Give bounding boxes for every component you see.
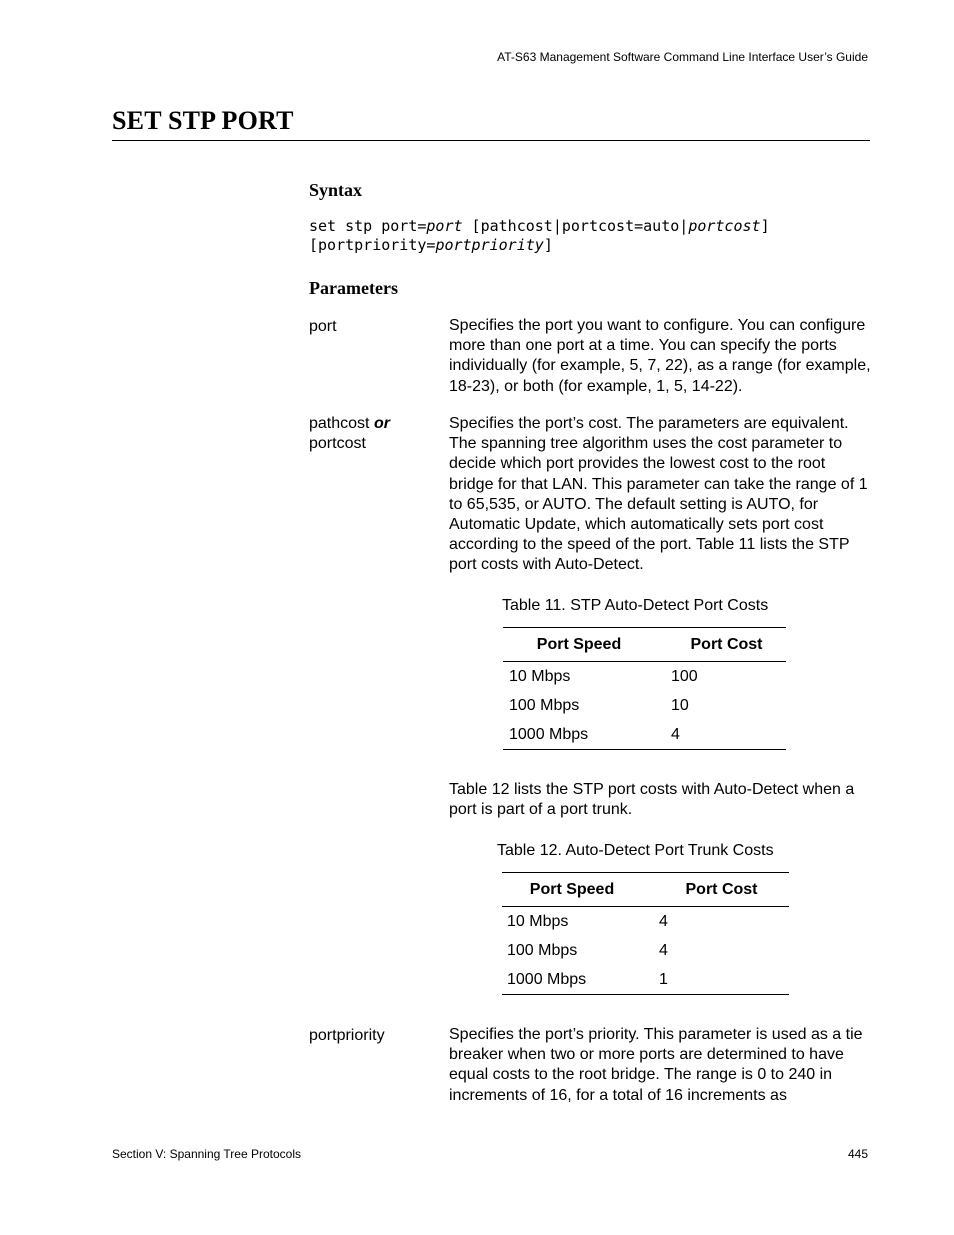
param-name-pathcost xyxy=(309,414,390,454)
footer-section: Section V: Spanning Tree Protocols xyxy=(112,1147,301,1161)
param-desc-portpriority: Specifies the port’s priority. This parameter is used as a tie breaker when two or more ports are determined to have equal costs to the root bridge. The range is 0 to 240 in increments of 16, for a total of 16 increments as xyxy=(449,1026,863,1104)
footer-page-number: 445 xyxy=(847,1147,868,1161)
syntax-text: [portpriority= xyxy=(309,236,436,254)
syntax-text: ] xyxy=(760,217,770,235)
param-name-or: or xyxy=(373,415,390,432)
syntax-line-1 xyxy=(309,217,770,236)
table11 xyxy=(503,627,786,750)
table-cell: 10 Mbps xyxy=(509,667,571,685)
param-name-portpriority: portpriority xyxy=(309,1027,385,1044)
table12-intro: Table 12 lists the STP port costs with Auto-Detect when a port is part of a port trunk. xyxy=(449,781,855,819)
table-row xyxy=(503,720,786,750)
syntax-placeholder: portcost xyxy=(688,217,761,235)
syntax-placeholder: portpriority xyxy=(435,236,544,254)
syntax-text: [pathcost|portcost=auto| xyxy=(462,217,689,235)
syntax-text: ] xyxy=(543,236,553,254)
table12-header-speed: Port Speed xyxy=(502,873,654,907)
table12-caption: Table 12. Auto-Detect Port Trunk Costs xyxy=(497,842,774,859)
parameters-heading: Parameters xyxy=(309,278,398,298)
table-cell: 1 xyxy=(654,965,789,995)
syntax-placeholder: port xyxy=(426,217,463,235)
table-row xyxy=(502,907,789,937)
table-cell: 1000 Mbps xyxy=(503,720,655,750)
syntax-text: set stp port= xyxy=(309,217,427,235)
table-cell: 4 xyxy=(655,720,786,750)
table12-header-cost: Port Cost xyxy=(654,873,789,907)
table11-header-speed: Port Speed xyxy=(503,628,655,662)
table-cell: 100 xyxy=(671,667,698,685)
table11-caption: Table 11. STP Auto-Detect Port Costs xyxy=(502,597,769,614)
table-row xyxy=(503,662,786,692)
table-row xyxy=(502,936,789,965)
table-cell: 100 Mbps xyxy=(509,696,580,714)
syntax-line-2 xyxy=(309,236,553,255)
table-cell: 4 xyxy=(659,912,668,930)
param-desc-pathcost: Specifies the port’s cost. The parameters are equivalent. The spanning tree algorithm uses the cost parameter to decide which port provides the lowest cost to the root bridge for that LAN. This parameter can take the range of 1 to 65,535, or AUTO. The default setting is AUTO, for Automatic Update, which automatically sets port cost according to the speed of the port. Table 11 lists the STP port costs with Auto-Detect. xyxy=(449,415,868,574)
table-cell: 10 xyxy=(671,696,689,714)
table-cell: 10 Mbps xyxy=(507,912,569,930)
table-row xyxy=(502,965,789,995)
table-row xyxy=(503,691,786,720)
page-title: SET STP PORT xyxy=(112,106,294,135)
param-name-port: port xyxy=(309,318,337,335)
table-cell: 4 xyxy=(659,941,668,959)
table11-header-cost: Port Cost xyxy=(655,628,786,662)
title-rule xyxy=(112,140,870,141)
param-name-text: pathcost xyxy=(309,415,374,432)
running-header: AT-S63 Management Software Command Line Interface User’s Guide xyxy=(497,50,868,64)
table-cell: 100 Mbps xyxy=(507,941,578,959)
table-cell: 1000 Mbps xyxy=(502,965,654,995)
param-desc-port: Specifies the port you want to configure. You can configure more than one port at a time. You can specify the ports individually (for example, 5, 7, 22), as a range (for example, 18-23), or both (for example, 1, 5, 14-22). xyxy=(449,317,871,395)
table12 xyxy=(502,872,789,995)
syntax-heading: Syntax xyxy=(309,180,363,200)
param-name-text: portcost xyxy=(309,435,366,452)
